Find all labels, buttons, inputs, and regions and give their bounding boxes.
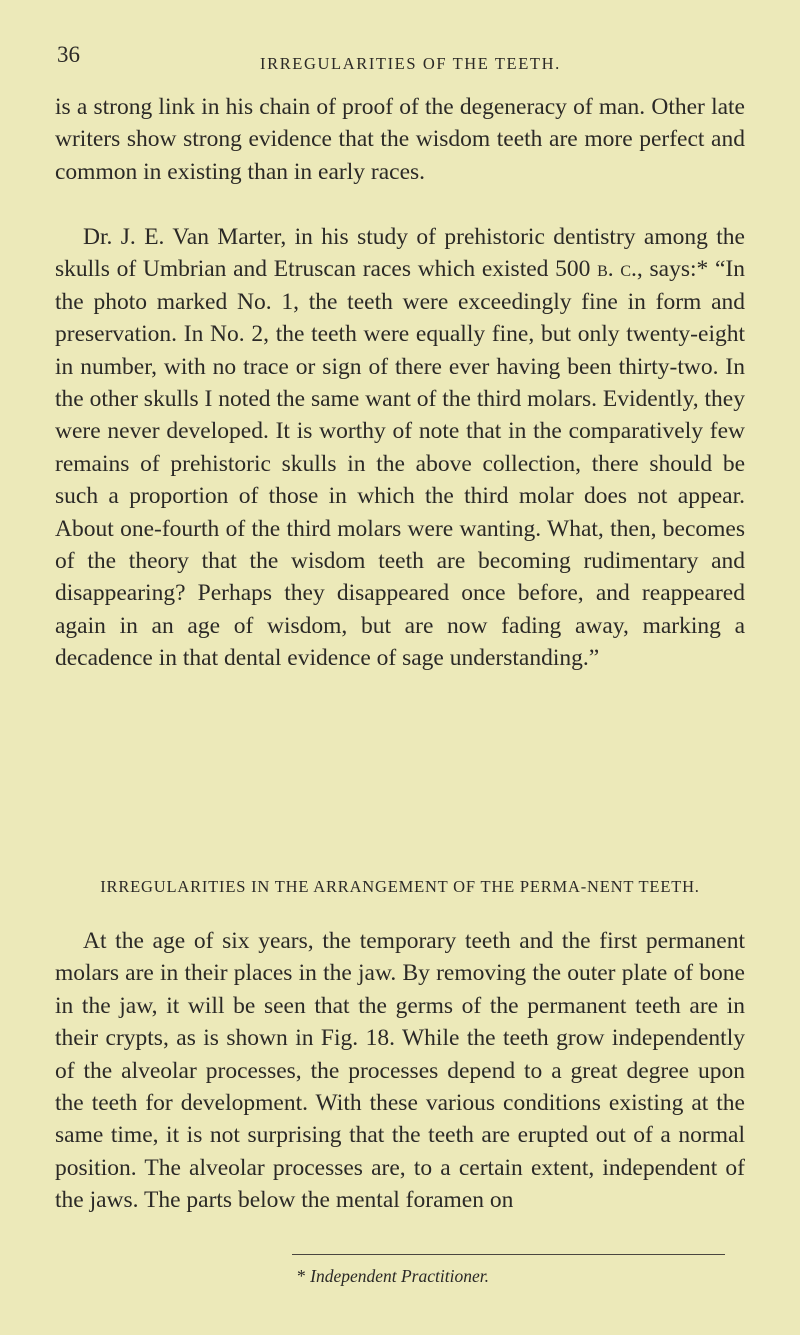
paragraph-2: [55, 221, 745, 675]
paragraph-1: [55, 91, 745, 188]
footnote-source-title: Independent Practitioner.: [310, 1266, 489, 1286]
paragraph-1-text: is a strong link in his chain of proof of the degeneracy of man. Other late writers show strong evidence that the wisdom teeth are more perfect and common in existing than in early races.: [55, 94, 745, 185]
paragraph-2-before-era: Dr. J. E. Van Marter, in his study of prehistoric dentistry among the skulls of Umbrian and Etruscan races which existed 500: [55, 224, 745, 283]
page-number: 36: [57, 42, 80, 67]
section-heading: IRREGULARITIES IN THE ARRANGEMENT OF THE PERMA-NENT TEETH.: [100, 877, 700, 896]
era-abbreviation: b. c.: [597, 256, 637, 283]
paragraph-3: [55, 925, 745, 1217]
footnote: [297, 1264, 489, 1288]
paragraph-2-text: [55, 221, 745, 675]
running-head: IRREGULARITIES OF THE TEETH.: [260, 54, 561, 73]
footnote-marker: *: [297, 1266, 311, 1286]
paragraph-2-after-era: , says:* “In the photo marked No. 1, the teeth were exceedingly fine in form and preservation. In No. 2, the teeth were equally fine, but only twenty-eight in number, with no trace or sign of there ever having been thirty-two. In the other skulls I noted the same want of the third molars. Evidently, they were never developed. It is worthy of note that in the comparatively few remains of prehistoric skulls in the above collection, there should be such a proportion of those in which the third molar does not appear. About one-fourth of the third molars were wanting. What, then, becomes of the theory that the wisdom teeth are becoming rudimentary and disappearing? Perhaps they disappeared once before, and reappeared again in an age of wisdom, but are now fading away, marking a decadence in that dental evidence of sage understanding.”: [55, 256, 745, 672]
paragraph-3-text: At the age of six years, the temporary teeth and the first permanent molars are in their places in the jaw. By removing the outer plate of bone in the jaw, it will be seen that the germs of the permanent teeth are in their crypts, as is shown in Fig. 18. While the teeth grow independently of the alveolar processes, the processes depend to a great degree upon the teeth for development. With these various conditions existing at the same time, it is not surprising that the teeth are erupted out of a normal position. The alveolar processes are, to a certain extent, independent of the jaws. The parts below the mental foramen on: [55, 928, 745, 1214]
footnote-divider: [292, 1254, 725, 1255]
